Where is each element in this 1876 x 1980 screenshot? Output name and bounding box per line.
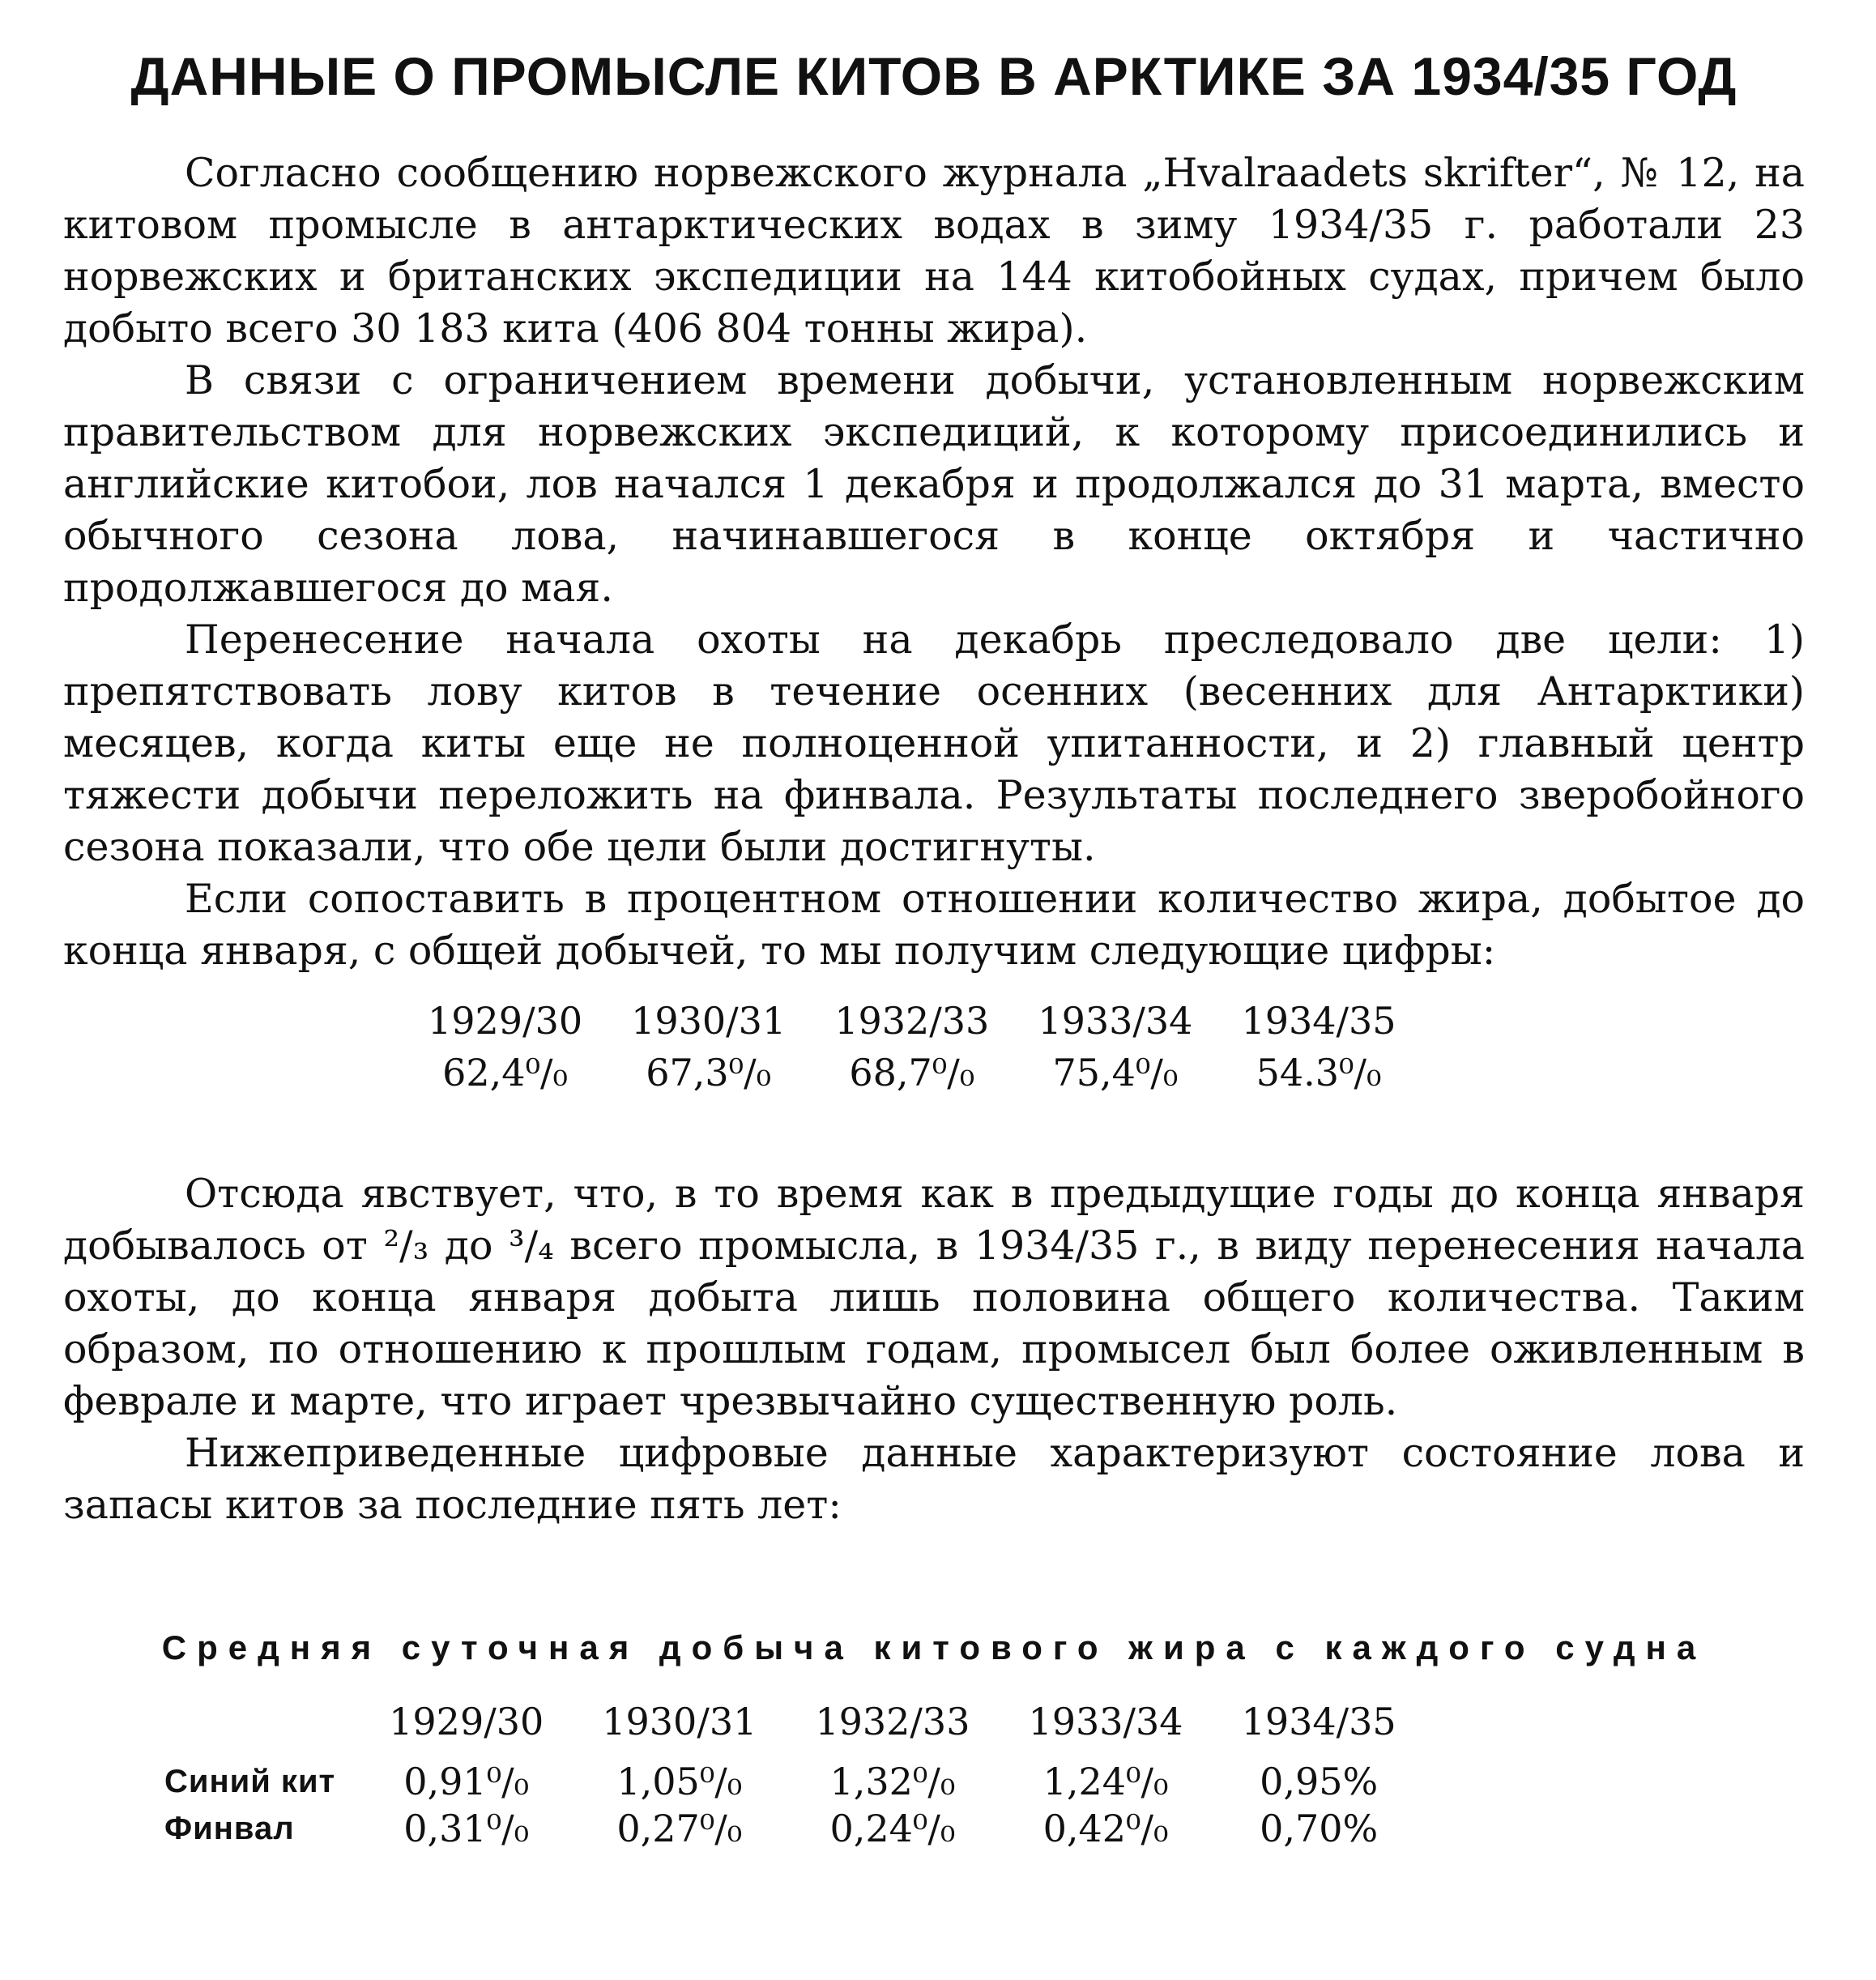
percent-table	[403, 995, 1421, 1099]
daily-year-header: 1932/33	[815, 1700, 970, 1744]
table-row	[164, 1758, 1426, 1805]
paragraph-6: Нижеприведенные цифровые данные характеризуют состояние лова и запасы китов за последние пять лет:	[63, 1430, 1805, 1529]
percent-value: 54.3⁰/₀	[1256, 1051, 1382, 1095]
table-cell: 1,05⁰/₀	[616, 1760, 743, 1804]
table-cell: 0,95%	[1260, 1760, 1379, 1804]
table-cell: 0,31⁰/₀	[403, 1807, 530, 1851]
row-label: Финвал	[164, 1810, 295, 1846]
table-row	[164, 1805, 1426, 1852]
document-page	[63, 45, 1805, 1852]
paragraph-3: Перенесение начала охоты на декабрь преследовало две цели: 1) препятствовать лову китов в течение осенних (весенних для Антарктики) месяцев, когда киты еще не полноценной упитанности, и 2) главный центр тяжести добычи переложить на финвала. Результаты последнего зверобойного сезона показали, что обе цели были достигнуты.	[63, 617, 1805, 871]
percent-table-years-row	[403, 995, 1421, 1047]
percent-year: 1933/34	[1038, 999, 1193, 1043]
daily-table-header-row	[164, 1700, 1426, 1758]
table-cell: 0,42⁰/₀	[1042, 1807, 1169, 1851]
percent-year: 1934/35	[1241, 999, 1396, 1043]
page-title: ДАННЫЕ О ПРОМЫСЛЕ КИТОВ В АРКТИКЕ ЗА 1934/35 ГОД	[130, 46, 1737, 106]
daily-year-header: 1933/34	[1028, 1700, 1183, 1744]
paragraph-5: Отсюда явствует, что, в то время как в предыдущие годы до конца января добывалось от ²/₃ до ³/₄ всего промысла, в 1934/35 г., в виду перенесения начала охоты, до конца января добыта лишь половина общего количества. Таким образом, по отношению к прошлым годам, промысел был более оживленным в феврале и марте, что играет чрезвычайно существенную роль.	[63, 1171, 1805, 1425]
percent-year: 1929/30	[428, 999, 583, 1043]
table-cell: 0,91⁰/₀	[403, 1760, 530, 1804]
percent-value: 62,4⁰/₀	[442, 1051, 568, 1095]
percent-table-values-row	[403, 1047, 1421, 1099]
table-cell: 0,24⁰/₀	[829, 1807, 956, 1851]
daily-year-header: 1934/35	[1241, 1700, 1396, 1744]
table-cell: 0,27⁰/₀	[616, 1807, 743, 1851]
header-empty-cell	[164, 1700, 360, 1758]
paragraph-1: Согласно сообщению норвежского журнала „Hvalraadets skrifter“, № 12, на китовом промысле в антарктических водах в зиму 1934/35 г. работали 23 норвежских и британских экспедиции на 144 китобойных судах, причем было добыто всего 30 183 кита (406 804 тонны жира).	[63, 150, 1805, 352]
row-label: Синий кит	[164, 1763, 336, 1799]
percent-year: 1930/31	[631, 999, 787, 1043]
percent-value: 75,4⁰/₀	[1052, 1051, 1179, 1095]
paragraph-4: Если сопоставить в процентном отношении количество жира, добытое до конца января, с общей добычей, то мы получим следующие цифры:	[63, 876, 1805, 975]
daily-year-header: 1929/30	[389, 1700, 544, 1744]
table-cell: 0,70%	[1260, 1807, 1379, 1851]
daily-table-title: Средняя суточная добыча китового жира с каждого судна	[161, 1628, 1707, 1667]
daily-year-header: 1930/31	[602, 1700, 757, 1744]
percent-year: 1932/33	[834, 999, 990, 1043]
daily-yield-table	[164, 1700, 1426, 1852]
spacer	[63, 1099, 1805, 1168]
percent-value: 68,7⁰/₀	[849, 1051, 975, 1095]
paragraph-2: В связи с ограничением времени добычи, установленным норвежским правительством для норвежских экспедиций, к которому присоединились и английские китобои, лов начался 1 декабря и продолжался до 31 марта, вместо обычного сезона лова, начинавшегося в конце октября и частично продолжавшегося до мая.	[63, 357, 1805, 612]
table-cell: 1,32⁰/₀	[829, 1760, 956, 1804]
spacer	[63, 1531, 1805, 1628]
percent-value: 67,3⁰/₀	[646, 1051, 772, 1095]
table-cell: 1,24⁰/₀	[1042, 1760, 1169, 1804]
